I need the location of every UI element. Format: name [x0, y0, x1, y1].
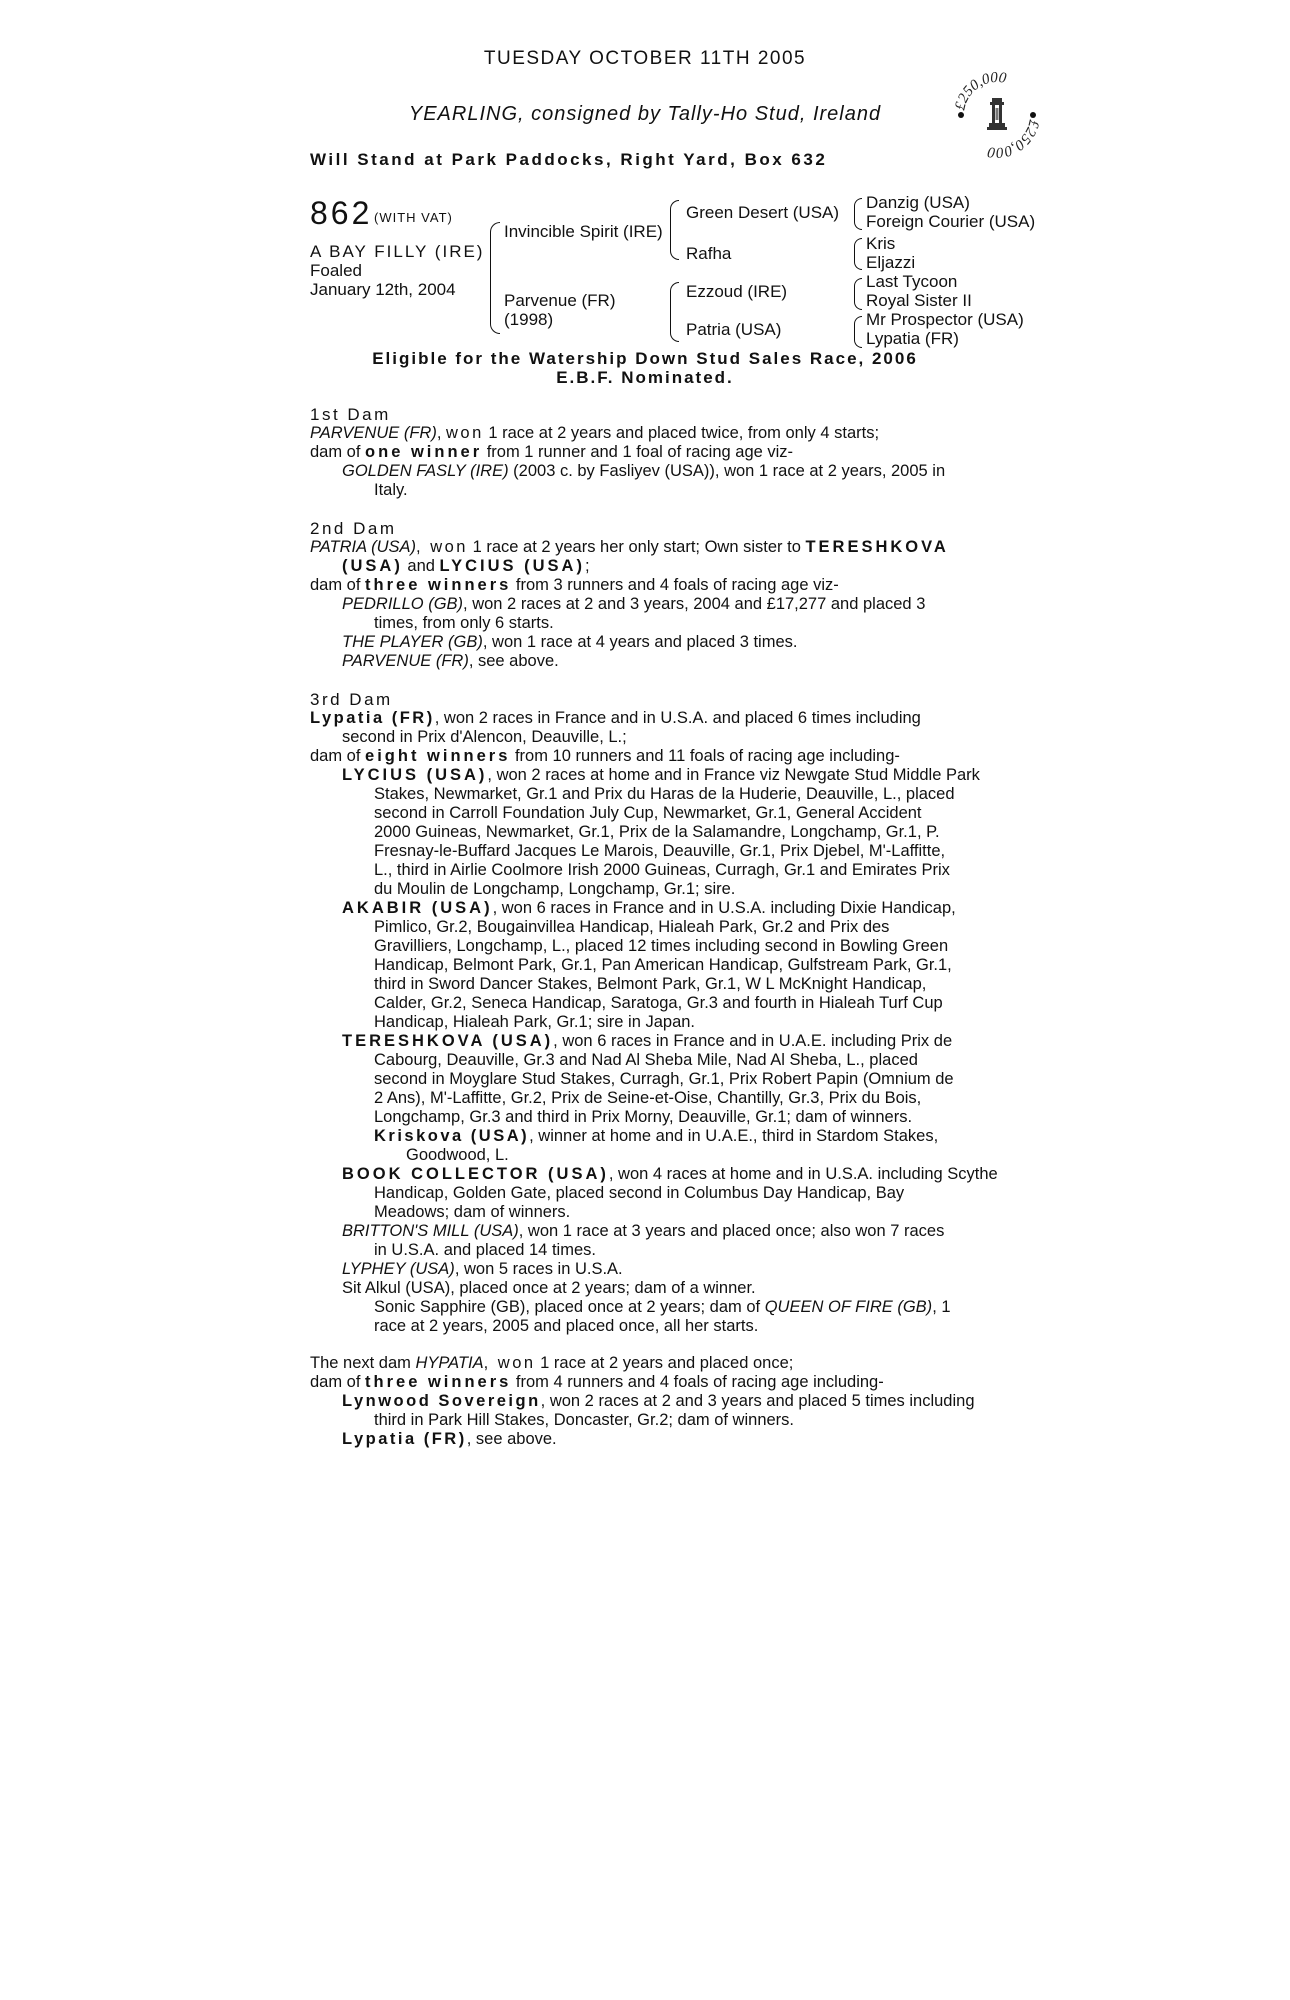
horse-name: Lypatia (FR) — [342, 1430, 467, 1448]
record-text: , won 5 races in U.S.A. — [454, 1260, 623, 1278]
produce-entry — [310, 1392, 980, 1411]
produce-entry-cont: third in Sword Dancer Stakes, Belmont Park, Gr.1, W L McKnight Handicap, — [374, 975, 927, 993]
horse-name: PEDRILLO (GB) — [342, 595, 464, 613]
horse-name: PARVENUE (FR) — [342, 652, 469, 670]
svg-text:£250,000: £250,000 — [952, 70, 1008, 112]
produce-entry-cont: Handicap, Golden Gate, placed second in Columbus Day Handicap, Bay — [374, 1184, 905, 1202]
pedigree-g8: Lypatia (FR) — [866, 329, 959, 348]
pedigree-g4: Eljazzi — [866, 253, 916, 272]
dam-name: PATRIA (USA) — [310, 538, 417, 556]
second-dam-line-cont — [310, 557, 980, 576]
horse-name: THE PLAYER (GB) — [342, 633, 483, 651]
text: from 3 runners and 4 foals of racing age viz- — [511, 576, 839, 594]
vat-note: (WITH VAT) — [374, 210, 453, 225]
sale-date: TUESDAY OCTOBER 11TH 2005 — [483, 48, 807, 69]
next-dam-produce-line — [310, 1373, 980, 1392]
third-dam-produce-line — [310, 747, 980, 766]
pedigree-g1: Danzig (USA) — [866, 193, 970, 212]
record-text: , won 1 race at 4 years and placed 3 times. — [482, 633, 798, 651]
text: dam of — [310, 576, 366, 594]
pedigree-g6: Royal Sister II — [866, 291, 972, 310]
pedigree-brace-g1 — [854, 198, 862, 230]
produce-entry-cont: third in Park Hill Stakes, Doncaster, Gr.2; dam of winners. — [374, 1411, 795, 1429]
first-dam-heading: 1st Dam — [310, 405, 391, 424]
produce-entry-cont: second in Carroll Foundation July Cup, Newmarket, Gr.1, General Accident — [374, 804, 922, 822]
pedigree-brace-g4 — [854, 316, 862, 348]
consignment-line: YEARLING, consigned by Tally-Ho Stud, Ireland — [408, 103, 882, 125]
produce-entry-cont: race at 2 years, 2005 and placed once, all her starts. — [374, 1317, 759, 1335]
produce-entry — [310, 1222, 980, 1241]
record-text: , won 2 races at home and in France viz Newgate Stud Middle Park — [487, 766, 980, 784]
produce-entry — [310, 1298, 980, 1317]
winners-count: three winners — [365, 1373, 512, 1391]
dam-name: HYPATIA — [415, 1354, 484, 1372]
lot-name: A BAY FILLY (IRE) — [310, 242, 485, 261]
second-dam-heading: 2nd Dam — [310, 519, 397, 538]
produce-entry — [310, 1032, 980, 1051]
record-text: , won 6 races in France and in U.S.A. including Dixie Handicap, — [492, 899, 956, 917]
foaled-label: Foaled — [310, 261, 362, 280]
third-dam-section — [310, 690, 998, 1336]
produce-entry — [310, 595, 980, 614]
produce-entry-cont: Meadows; dam of winners. — [374, 1203, 571, 1221]
pedigree-brace-g2 — [854, 238, 862, 270]
text: from 4 runners and 4 foals of racing age including- — [511, 1373, 884, 1391]
text: dam of — [310, 1373, 366, 1391]
produce-entry-cont: Italy. — [374, 481, 408, 499]
pedigree-brace-sire — [670, 200, 679, 260]
text: dam of — [310, 443, 366, 461]
produce-entry — [310, 1127, 980, 1146]
produce-entry-cont: L., third in Airlie Coolmore Irish 2000 Guineas, Curragh, Gr.1 and Emirates Prix — [374, 861, 950, 879]
text: from 10 runners and 11 foals of racing age including- — [510, 747, 900, 765]
winners-count: three winners — [365, 576, 512, 594]
text: dam of — [310, 747, 366, 765]
produce-entry-cont: Handicap, Belmont Park, Gr.1, Pan American Handicap, Gulfstream Park, Gr.1, — [374, 956, 952, 974]
pedigree-sire-sire: Green Desert (USA) — [686, 203, 840, 222]
record-text: , won 6 races in France and in U.A.E. including Prix de — [553, 1032, 953, 1050]
eligibility-line: Eligible for the Watership Down Stud Sales Race, 2006 — [372, 349, 918, 368]
pedigree-dam-year: (1998) — [504, 310, 554, 329]
pedigree-g7: Mr Prospector (USA) — [866, 310, 1024, 329]
produce-entry — [310, 1260, 980, 1279]
winners-count: one winner — [365, 443, 483, 461]
record-text: , won 1 race at 3 years and placed once; also won 7 races — [518, 1222, 945, 1240]
second-dam-line — [310, 538, 980, 557]
price-seal-icon — [952, 70, 1042, 160]
record-text: , see above. — [466, 1430, 557, 1448]
next-dam-line — [310, 1354, 980, 1373]
horse-name: Lynwood Sovereign — [342, 1392, 541, 1410]
produce-entry-cont: 2 Ans), M'-Laffitte, Gr.2, Prix de Seine-et-Oise, Chantilly, Gr.3, Prix du Bois, — [374, 1089, 922, 1107]
horse-name: AKABIR (USA) — [342, 899, 493, 917]
third-dam-line — [310, 709, 980, 728]
pedigree-g2: Foreign Courier (USA) — [866, 212, 1036, 231]
produce-entry-cont: second in Moyglare Stud Stakes, Curragh, Gr.1, Prix Robert Papin (Omnium de — [374, 1070, 954, 1088]
horse-name: GOLDEN FASLY (IRE) — [342, 462, 509, 480]
pedigree-dam-dam: Patria (USA) — [686, 320, 782, 339]
stand-location: Will Stand at Park Paddocks, Right Yard, Box 632 — [310, 150, 828, 169]
record-text: , won 2 races in France and in U.S.A. and placed 6 times including — [434, 709, 921, 727]
won-text: won — [446, 424, 484, 442]
produce-entry — [310, 1430, 980, 1449]
horse-name: TERESHKOVA — [805, 538, 949, 556]
text: and — [402, 557, 440, 575]
winners-count: eight winners — [365, 747, 511, 765]
record-text: (2003 c. by Fasliyev (USA)), won 1 race at 2 years, 2005 in — [508, 462, 946, 480]
pedigree-dam-sire: Ezzoud (IRE) — [686, 282, 788, 301]
ebf-line: E.B.F. Nominated. — [556, 368, 734, 387]
horse-name: BRITTON'S MILL (USA) — [342, 1222, 519, 1240]
produce-entry-cont: Pimlico, Gr.2, Bougainvillea Handicap, Hialeah Park, Gr.2 and Prix des — [374, 918, 890, 936]
first-dam-produce-line — [310, 443, 980, 462]
produce-entry-cont: Goodwood, L. — [406, 1146, 509, 1164]
record-text: 1 race at 2 years her only start; Own sister to — [467, 538, 806, 556]
dam-name: Lypatia (FR) — [310, 709, 435, 727]
won-text: , won — [416, 538, 468, 556]
dam-name: PARVENUE (FR) — [310, 424, 437, 442]
pedigree-brace-main — [490, 222, 500, 334]
first-dam-section — [310, 405, 980, 500]
record-text: , winner at home and in U.A.E., third in Stardom Stakes, — [529, 1127, 939, 1145]
produce-entry — [310, 652, 980, 671]
produce-entry — [310, 1165, 998, 1184]
horse-name: LYCIUS (USA) — [342, 766, 488, 784]
produce-entry-cont: Fresnay-le-Buffard Jacques Le Marois, Deauville, Gr.1, Prix Djebel, M'-Laffitte, — [374, 842, 946, 860]
next-dam-section — [310, 1354, 980, 1449]
text: (USA) — [342, 557, 403, 575]
horse-name: LYPHEY (USA) — [342, 1260, 455, 1278]
record-text: , 1 — [932, 1298, 951, 1316]
produce-entry-cont: Longchamp, Gr.3 and third in Prix Morny, Deauville, Gr.1; dam of winners. — [374, 1108, 913, 1126]
pedigree-sire: Invincible Spirit (IRE) — [504, 222, 663, 241]
horse-name: TERESHKOVA (USA) — [342, 1032, 554, 1050]
text: from 1 runner and 1 foal of racing age viz- — [482, 443, 794, 461]
produce-entry-cont: du Moulin de Longchamp, Longchamp, Gr.1; sire. — [374, 880, 736, 898]
horse-name: BOOK COLLECTOR (USA) — [342, 1165, 609, 1183]
pedigree-g3: Kris — [866, 234, 896, 253]
produce-entry-cont: Stakes, Newmarket, Gr.1 and Prix du Haras de la Huderie, Deauville, L., placed — [374, 785, 955, 803]
record-text: Sonic Sapphire (GB), placed once at 2 years; dam of — [374, 1298, 765, 1316]
produce-entry — [310, 766, 980, 785]
produce-entry-cont: 2000 Guineas, Newmarket, Gr.1, Prix de la Salamandre, Longchamp, Gr.1, P. — [374, 823, 940, 841]
third-dam-heading: 3rd Dam — [310, 690, 393, 709]
text: The next dam — [310, 1354, 416, 1372]
produce-entry-cont: Cabourg, Deauville, Gr.3 and Nad Al Sheba Mile, Nad Al Sheba, L., placed — [374, 1051, 918, 1069]
svg-text:£250,000: £250,000 — [986, 118, 1042, 160]
third-dam-line-cont: second in Prix d'Alencon, Deauville, L.; — [342, 728, 627, 746]
first-dam-line: PARVENUE (FR), won 1 race at 2 years and placed twice, from only 4 starts; — [310, 424, 880, 442]
text: ; — [584, 557, 590, 575]
produce-entry-cont: in U.S.A. and placed 14 times. — [374, 1241, 596, 1259]
pedigree-sire-dam: Rafha — [686, 244, 732, 263]
produce-entry-cont: Gravilliers, Longchamp, L., placed 12 times including second in Bowling Green — [374, 937, 949, 955]
horse-name: Kriskova (USA) — [374, 1127, 530, 1145]
won-text: , won — [483, 1354, 536, 1372]
horse-name: LYCIUS (USA) — [439, 557, 585, 575]
produce-entry-cont: Calder, Gr.2, Seneca Handicap, Saratoga, Gr.3 and fourth in Hialeah Turf Cup — [374, 994, 943, 1012]
record-text: , won 2 races at 2 and 3 years and placed 5 times including — [540, 1392, 975, 1410]
record-text: , see above. — [468, 652, 559, 670]
produce-entry — [310, 462, 980, 481]
produce-entry — [310, 633, 980, 652]
produce-entry-cont: Handicap, Hialeah Park, Gr.1; sire in Japan. — [374, 1013, 696, 1031]
pedigree-dam: Parvenue (FR) — [504, 291, 616, 310]
produce-entry — [310, 899, 980, 918]
second-dam-produce-line — [310, 576, 980, 595]
lot-number: 862 — [310, 195, 373, 231]
record-text: 1 race at 2 years and placed once; — [535, 1354, 794, 1372]
pedigree-brace-g3 — [854, 278, 862, 310]
horse-name: QUEEN OF FIRE (GB) — [764, 1298, 933, 1316]
foaled-date: January 12th, 2004 — [310, 280, 456, 299]
produce-entry: Sit Alkul (USA), placed once at 2 years; dam of a winner. — [342, 1279, 756, 1297]
second-dam-section — [310, 519, 980, 671]
pedigree-brace-dam — [670, 282, 679, 342]
record-text: , won 4 races at home and in U.S.A. including Scythe — [608, 1165, 998, 1183]
pedigree-g5: Last Tycoon — [866, 272, 958, 291]
produce-entry-cont: times, from only 6 starts. — [374, 614, 554, 632]
record-text: 1 race at 2 years and placed twice, from only 4 starts; — [483, 424, 880, 442]
record-text: , won 2 races at 2 and 3 years, 2004 and £17,277 and placed 3 — [463, 595, 926, 613]
